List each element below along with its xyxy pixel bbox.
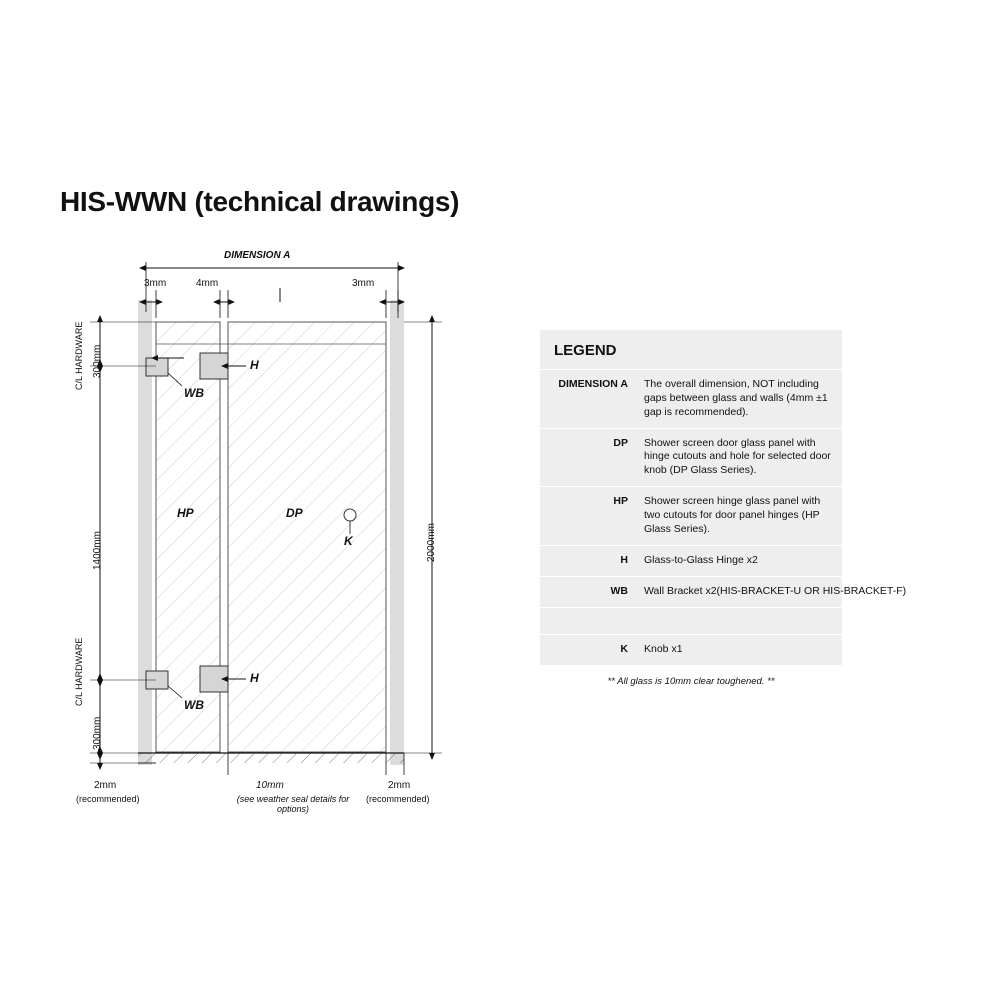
shower-screen-drawing-svg xyxy=(60,240,480,840)
legend-desc: Glass-to-Glass Hinge x2 xyxy=(644,553,758,566)
technical-drawing xyxy=(60,240,480,840)
legend-key: DIMENSION A xyxy=(558,378,628,390)
legend-desc: Shower screen door glass panel with hinge cutouts and hole for selected door knob (DP Glass Series). xyxy=(644,436,831,477)
bottom-note-middle-value: 10mm xyxy=(256,780,284,791)
floor-hatch xyxy=(138,753,404,763)
gap-label-left: 3mm xyxy=(144,278,167,289)
legend-desc: Wall Bracket x2(HIS-BRACKET-U OR HIS-BRACKET-F) xyxy=(644,584,907,597)
gap-label-right: 3mm xyxy=(352,278,375,289)
panel-label-hp: HP xyxy=(177,506,194,520)
bottom-note-middle-text: (see weather seal details for options) xyxy=(236,794,350,814)
bottom-note-right-text: (recommended) xyxy=(366,794,430,804)
legend-title: LEGEND xyxy=(540,330,842,370)
cl-hardware-top-label: C/L HARDWARE xyxy=(74,321,84,390)
dim-300-top: 300mm xyxy=(92,344,103,378)
callout-wb-top: WB xyxy=(184,386,204,400)
cl-hardware-bottom-label: C/L HARDWARE xyxy=(74,637,84,706)
legend-row xyxy=(540,577,907,608)
panel-label-dp: DP xyxy=(286,506,303,520)
callout-k: K xyxy=(344,534,353,548)
legend-panel xyxy=(540,330,907,697)
legend-key: WB xyxy=(610,584,628,597)
door-panel-glass xyxy=(228,322,386,752)
legend-key xyxy=(540,608,636,634)
legend-row xyxy=(540,635,842,666)
legend-desc xyxy=(636,608,842,634)
page-title: HIS-WWN (technical drawings) xyxy=(60,186,460,217)
dimension-a-label: DIMENSION A xyxy=(224,250,291,261)
legend-key: K xyxy=(620,642,628,655)
hinge-top xyxy=(200,353,228,379)
knob-hole xyxy=(344,509,356,521)
legend-key: HP xyxy=(613,495,628,508)
bottom-note-right-value: 2mm xyxy=(388,780,411,791)
legend-footnote: ** All glass is 10mm clear toughened. ** xyxy=(540,666,842,697)
legend-row xyxy=(540,370,842,429)
right-wall xyxy=(390,300,404,765)
legend-key: DP xyxy=(613,436,628,449)
dim-2000: 2000mm xyxy=(426,523,437,562)
callout-h-top: H xyxy=(250,358,259,372)
legend-key: H xyxy=(620,553,628,566)
legend-row-spacer xyxy=(540,608,842,635)
dim-300-bottom: 300mm xyxy=(92,716,103,750)
callout-wb-bottom: WB xyxy=(184,698,204,712)
bottom-note-left-text: (recommended) xyxy=(76,794,140,804)
legend-desc: The overall dimension, NOT including gaps between glass and walls (4mm ±1 gap is recommended). xyxy=(644,378,828,418)
legend-row xyxy=(540,546,842,577)
legend-row xyxy=(540,429,842,488)
bottom-note-left-value: 2mm xyxy=(94,780,117,791)
wall-bracket-top xyxy=(146,358,168,376)
dim-1400: 1400mm xyxy=(92,531,103,570)
gap-label-middle: 4mm xyxy=(196,278,219,289)
legend-desc: Knob x1 xyxy=(644,642,683,655)
hinge-bottom xyxy=(200,666,228,692)
legend-desc: Shower screen hinge glass panel with two cutouts for door panel hinges (HP Glass Series). xyxy=(644,495,821,535)
legend-row xyxy=(540,487,842,546)
callout-h-bottom: H xyxy=(250,671,259,685)
